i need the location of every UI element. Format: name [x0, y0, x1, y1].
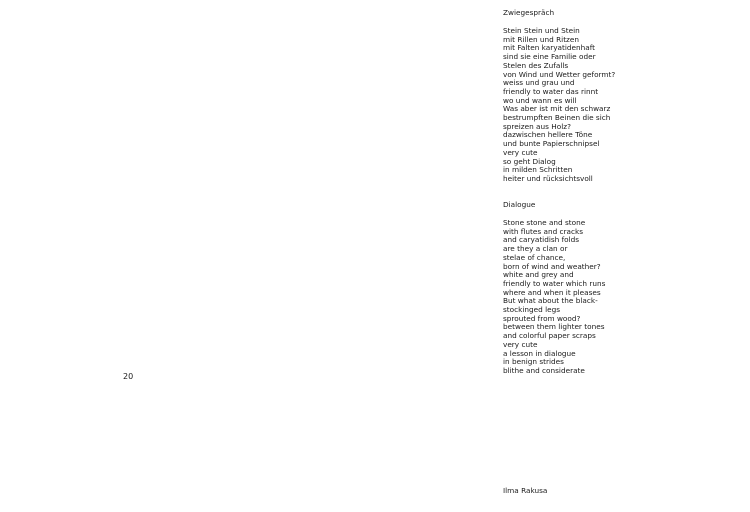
poem-line: spreizen aus Holz? [503, 121, 571, 131]
poem-line: a lesson in dialogue [503, 348, 576, 358]
poem-line: mit Falten karyatidenhaft [503, 43, 596, 53]
poem-line: dazwischen hellere Töne [503, 130, 593, 140]
poem-line: very cute [503, 339, 538, 349]
poem-line: so geht Dialog [503, 156, 556, 166]
poem-line: blithe and considerate [503, 365, 585, 375]
poem-line: in milden Schritten [503, 165, 573, 175]
poem-line: mit Rillen und Ritzen [503, 34, 580, 44]
poem-line: are they a clan or [503, 244, 568, 254]
english-poem-title: Dialogue [503, 200, 536, 209]
poem-line: white and grey and [503, 270, 574, 280]
german-poem [503, 27, 743, 184]
poem-line: born of wind and weather? [503, 261, 601, 271]
poem-line: Stelen des Zufalls [503, 60, 569, 70]
english-poem [503, 219, 743, 376]
poem-line: weiss und grau und [503, 78, 575, 88]
poem-line: Stone stone and stone [503, 218, 586, 227]
poem-line: where and when it pleases [503, 287, 601, 297]
poem-line: friendly to water which runs [503, 278, 606, 288]
poem-line: Was aber ist mit den schwarz [503, 104, 611, 114]
poem-line: und bunte Papierschnipsel [503, 139, 600, 149]
poem-line: friendly to water das rinnt [503, 86, 599, 96]
poem-line: Stein Stein und Stein [503, 26, 580, 35]
poem-line: wo und wann es will [503, 95, 577, 105]
page-number: 20 [123, 372, 134, 381]
poem-line: sind sie eine Familie oder [503, 52, 596, 62]
german-poem-title: Zwiegespräch [503, 8, 555, 17]
poem-line: heiter und rücksichtsvoll [503, 173, 593, 183]
poem-line: But what about the black- [503, 296, 598, 306]
poem-line: stelae of chance, [503, 252, 566, 262]
poem-line: sprouted from wood? [503, 313, 581, 323]
poem-line: between them lighter tones [503, 322, 605, 332]
author-name: Ilma Rakusa [503, 486, 548, 495]
poem-line: von Wind und Wetter geformt? [503, 69, 616, 79]
poem-line: bestrumpften Beinen die sich [503, 113, 611, 123]
poem-line: in benign strides [503, 357, 564, 367]
poem-line: with flutes and cracks [503, 226, 584, 236]
poem-line: and colorful paper scraps [503, 331, 596, 341]
poem-line: very cute [503, 147, 538, 157]
poem-line: stockinged legs [503, 305, 561, 315]
poem-line: and caryatidish folds [503, 235, 580, 245]
